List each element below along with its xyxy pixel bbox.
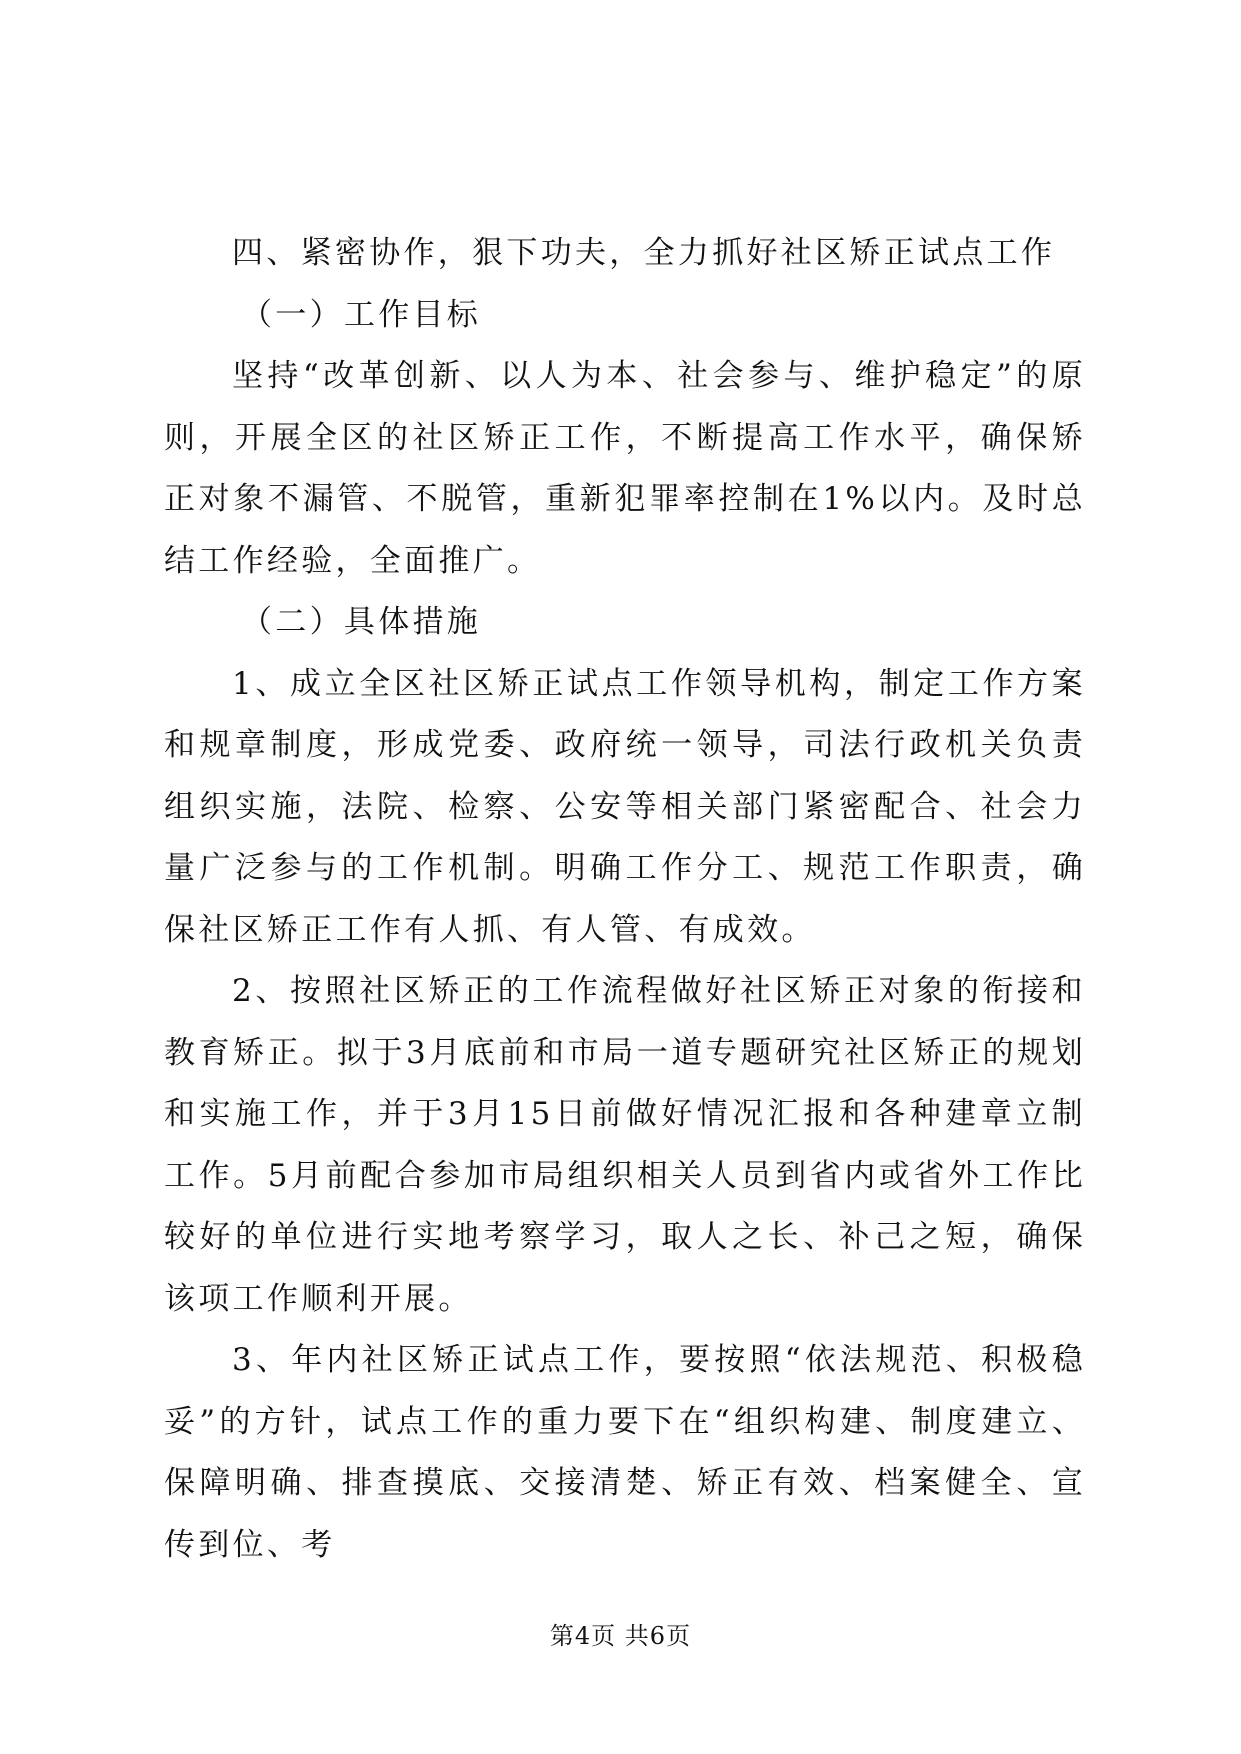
document-body <box>164 223 1086 1576</box>
page-number-footer: 第4页 共6页 <box>549 1622 692 1650</box>
measure-1-paragraph: 1、成立全区社区矫正试点工作领导机构，制定工作方案和规章制度，形成党委、政府统一领导，司法行政机关负责组织实施，法院、检察、公安等相关部门紧密配合、社会力量广泛参与的工作机制。明确工作分工、规范工作职责，确保社区矫正工作有人抓、有人管、有成效。 <box>164 665 1086 948</box>
measure-3-paragraph: 3、年内社区矫正试点工作，要按照“依法规范、积极稳妥”的方针，试点工作的重力要下在“组织构建、制度建立、保障明确、排查摸底、交接清楚、矫正有效、档案健全、宣传到位、考 <box>164 1342 1086 1563</box>
measure-2-paragraph: 2、按照社区矫正的工作流程做好社区矫正对象的衔接和教育矫正。拟于3月底前和市局一道专题研究社区矫正的规划和实施工作，并于3月15日前做好情况汇报和各种建章立制工作。5月前配合参加市局组织相关人员到省内或省外工作比较好的单位进行实地考察学习，取人之长、补己之短，确保该项工作顺利开展。 <box>164 973 1086 1317</box>
section-4-heading: 四、紧密协作，狠下功夫，全力抓好社区矫正试点工作 <box>232 235 1056 271</box>
subsection-2-heading: （二）具体措施 <box>241 604 482 640</box>
subsection-1-heading: （一）工作目标 <box>241 296 482 333</box>
goal-paragraph: 坚持“改革创新、以人为本、社会参与、维护稳定”的原则，开展全区的社区矫正工作，不断提高工作水平，确保矫正对象不漏管、不脱管，重新犯罪率控制在1%以内。及时总结工作经验，全面推广。 <box>164 358 1086 579</box>
